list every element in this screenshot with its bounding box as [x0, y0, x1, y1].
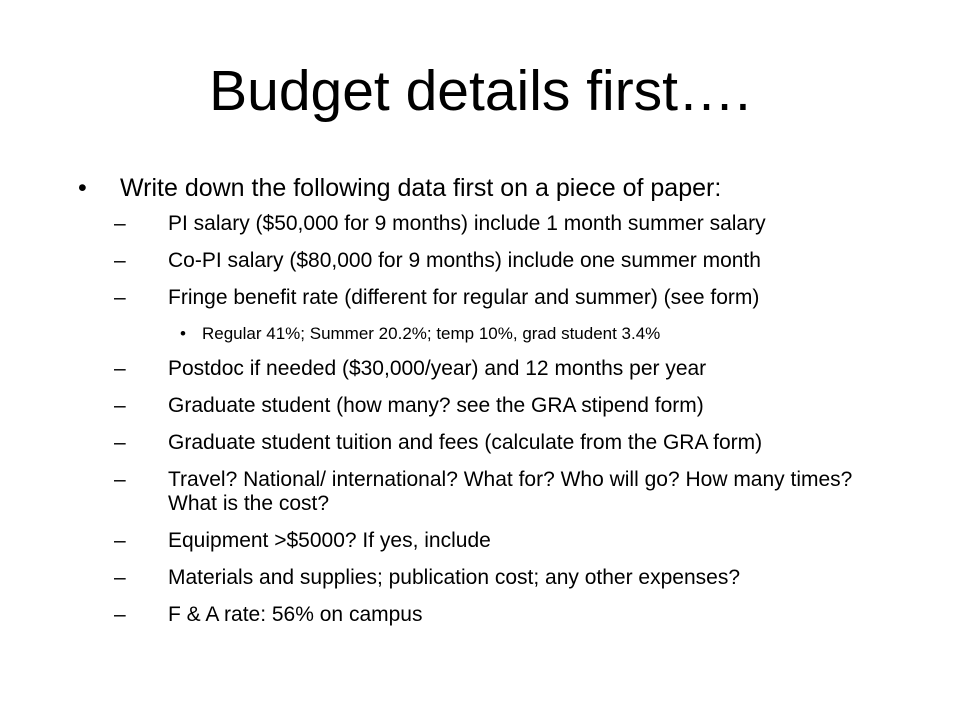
sub-item-pi-salary [114, 212, 878, 236]
sub-item-text: PI salary ($50,000 for 9 months) include 1 month summer salary [168, 212, 766, 235]
sub-item-text: Equipment >$5000? If yes, include [168, 529, 491, 552]
sub-item-equipment [114, 529, 878, 553]
slide-body [78, 172, 938, 640]
sub-item-postdoc [114, 357, 878, 381]
sub-item-fa-rate [114, 603, 878, 627]
dash-icon: – [114, 529, 126, 552]
dash-icon: – [114, 249, 126, 272]
bullet-item [78, 172, 938, 204]
sub-item-text: Postdoc if needed ($30,000/year) and 12 months per year [168, 357, 707, 380]
sub-item-travel [114, 468, 878, 516]
sub-item-text: Fringe benefit rate (different for regular and summer) (see form) [168, 286, 760, 309]
dash-icon: – [114, 468, 126, 491]
sub-item-text: F & A rate: 56% on campus [168, 603, 423, 626]
sub-item-tuition [114, 431, 878, 455]
dash-icon: – [114, 357, 126, 380]
dash-icon: – [114, 394, 126, 417]
sub-sub-item-rates [180, 323, 938, 345]
sub-item-materials [114, 566, 878, 590]
sub-item-co-pi-salary [114, 249, 878, 273]
sub-item-graduate-student [114, 394, 878, 418]
dash-icon: – [114, 212, 126, 235]
sub-sub-item-text: Regular 41%; Summer 20.2%; temp 10%, grad student 3.4% [202, 324, 661, 343]
sub-item-fringe-benefit [114, 286, 878, 310]
dash-icon: – [114, 566, 126, 589]
sub-item-text: Graduate student (how many? see the GRA stipend form) [168, 394, 704, 417]
sub-item-text: Materials and supplies; publication cost; any other expenses? [168, 566, 741, 589]
sub-item-text: Co-PI salary ($80,000 for 9 months) include one summer month [168, 249, 761, 272]
slide-title: Budget details first…. [209, 59, 751, 123]
dash-icon: – [114, 603, 126, 626]
dash-icon: – [114, 431, 126, 454]
dash-icon: – [114, 286, 126, 309]
bullet-icon: • [78, 174, 87, 202]
sub-item-text: Graduate student tuition and fees (calculate from the GRA form) [168, 431, 763, 454]
bullet-text: Write down the following data first on a piece of paper: [120, 174, 722, 202]
sub-item-text: Travel? National/ international? What for? Who will go? How many times? What is the cost? [168, 468, 853, 515]
bullet-icon: • [180, 324, 186, 343]
